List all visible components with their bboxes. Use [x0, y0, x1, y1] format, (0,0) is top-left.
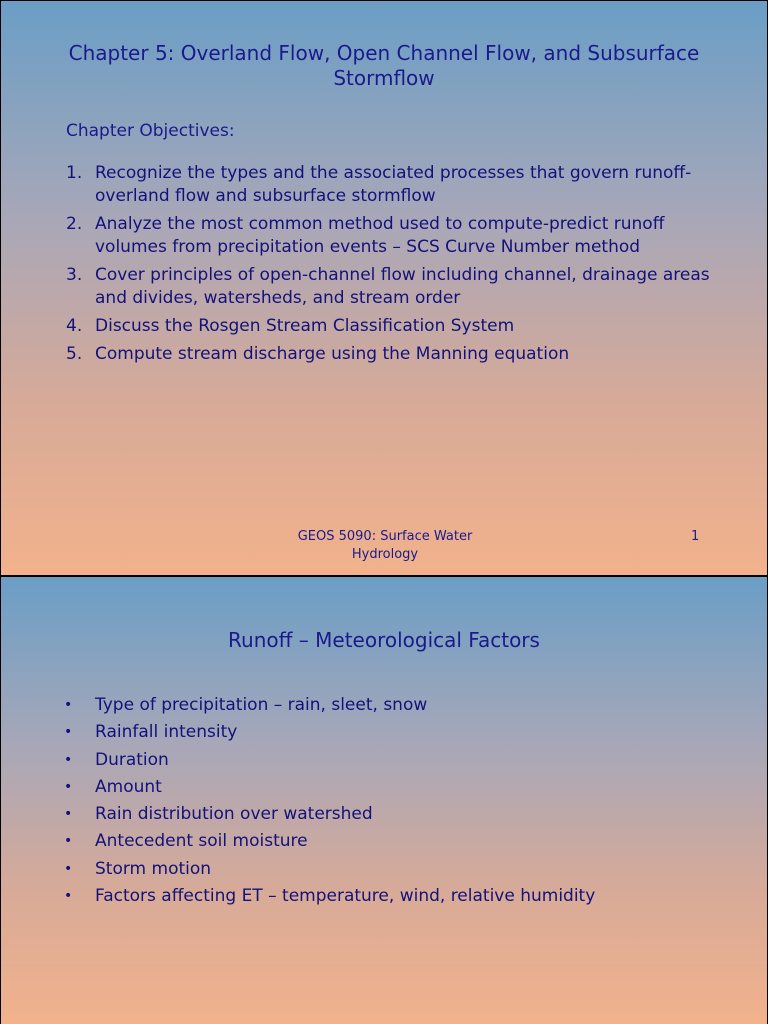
footer-course: GEOS 5090: Surface Water Hydrology: [297, 529, 473, 562]
item-number: 4.: [66, 316, 83, 336]
objectives-heading: Chapter Objectives:: [66, 121, 235, 141]
item-text: Cover principles of open-channel flow including channel, drainage areas and divides, watersheds, and stream order: [95, 265, 710, 308]
list-item: [64, 776, 714, 799]
list-item: [64, 803, 714, 826]
bullet-icon: •: [64, 751, 73, 768]
item-text: Duration: [95, 749, 169, 770]
bullet-icon: •: [64, 806, 73, 823]
slide-1: [1, 1, 767, 575]
list-item: [66, 162, 716, 208]
item-text: Recognize the types and the associated processes that govern runoff- overland flow and subsurface stormflow: [95, 163, 692, 206]
item-text: Antecedent soil moisture: [95, 831, 308, 852]
factors-list: [64, 694, 714, 912]
list-item: [64, 721, 714, 744]
list-item: [64, 858, 714, 881]
page-number: 1: [691, 529, 700, 544]
bullet-icon: •: [64, 697, 73, 713]
item-text: Rain distribution over watershed: [95, 804, 373, 825]
slide-title: Runoff – Meteorological Factors: [228, 628, 540, 652]
item-number: 3.: [66, 265, 83, 285]
item-number: 1.: [66, 163, 83, 183]
item-text: Storm motion: [95, 858, 212, 879]
bullet-icon: •: [64, 888, 73, 905]
list-item: [66, 315, 716, 338]
item-number: 5.: [66, 344, 83, 364]
slide-title: Chapter 5: Overland Flow, Open Channel Flow, and Subsurface Stormflow: [68, 41, 700, 90]
list-item: [66, 264, 716, 310]
list-item: [66, 343, 716, 366]
bullet-icon: •: [64, 778, 73, 795]
list-item: [64, 694, 714, 717]
item-text: Type of precipitation – rain, sleet, snow: [95, 695, 428, 715]
list-item: [64, 749, 714, 772]
bullet-icon: •: [64, 860, 73, 877]
objectives-list: [66, 162, 716, 371]
bullet-icon: •: [64, 833, 73, 850]
list-item: [66, 213, 716, 259]
item-text: Analyze the most common method used to compute-predict runoff volumes from precipitation events – SCS Curve Number method: [95, 214, 665, 257]
slide-2: [1, 577, 767, 1024]
item-text: Factors affecting ET – temperature, wind, relative humidity: [95, 886, 596, 907]
item-text: Amount: [95, 776, 162, 797]
item-text: Discuss the Rosgen Stream Classification System: [95, 316, 515, 336]
item-text: Rainfall intensity: [95, 722, 238, 743]
item-text: Compute stream discharge using the Manning equation: [95, 344, 570, 364]
list-item: [64, 885, 714, 908]
bullet-icon: •: [64, 724, 73, 741]
item-number: 2.: [66, 214, 83, 234]
list-item: [64, 830, 714, 853]
